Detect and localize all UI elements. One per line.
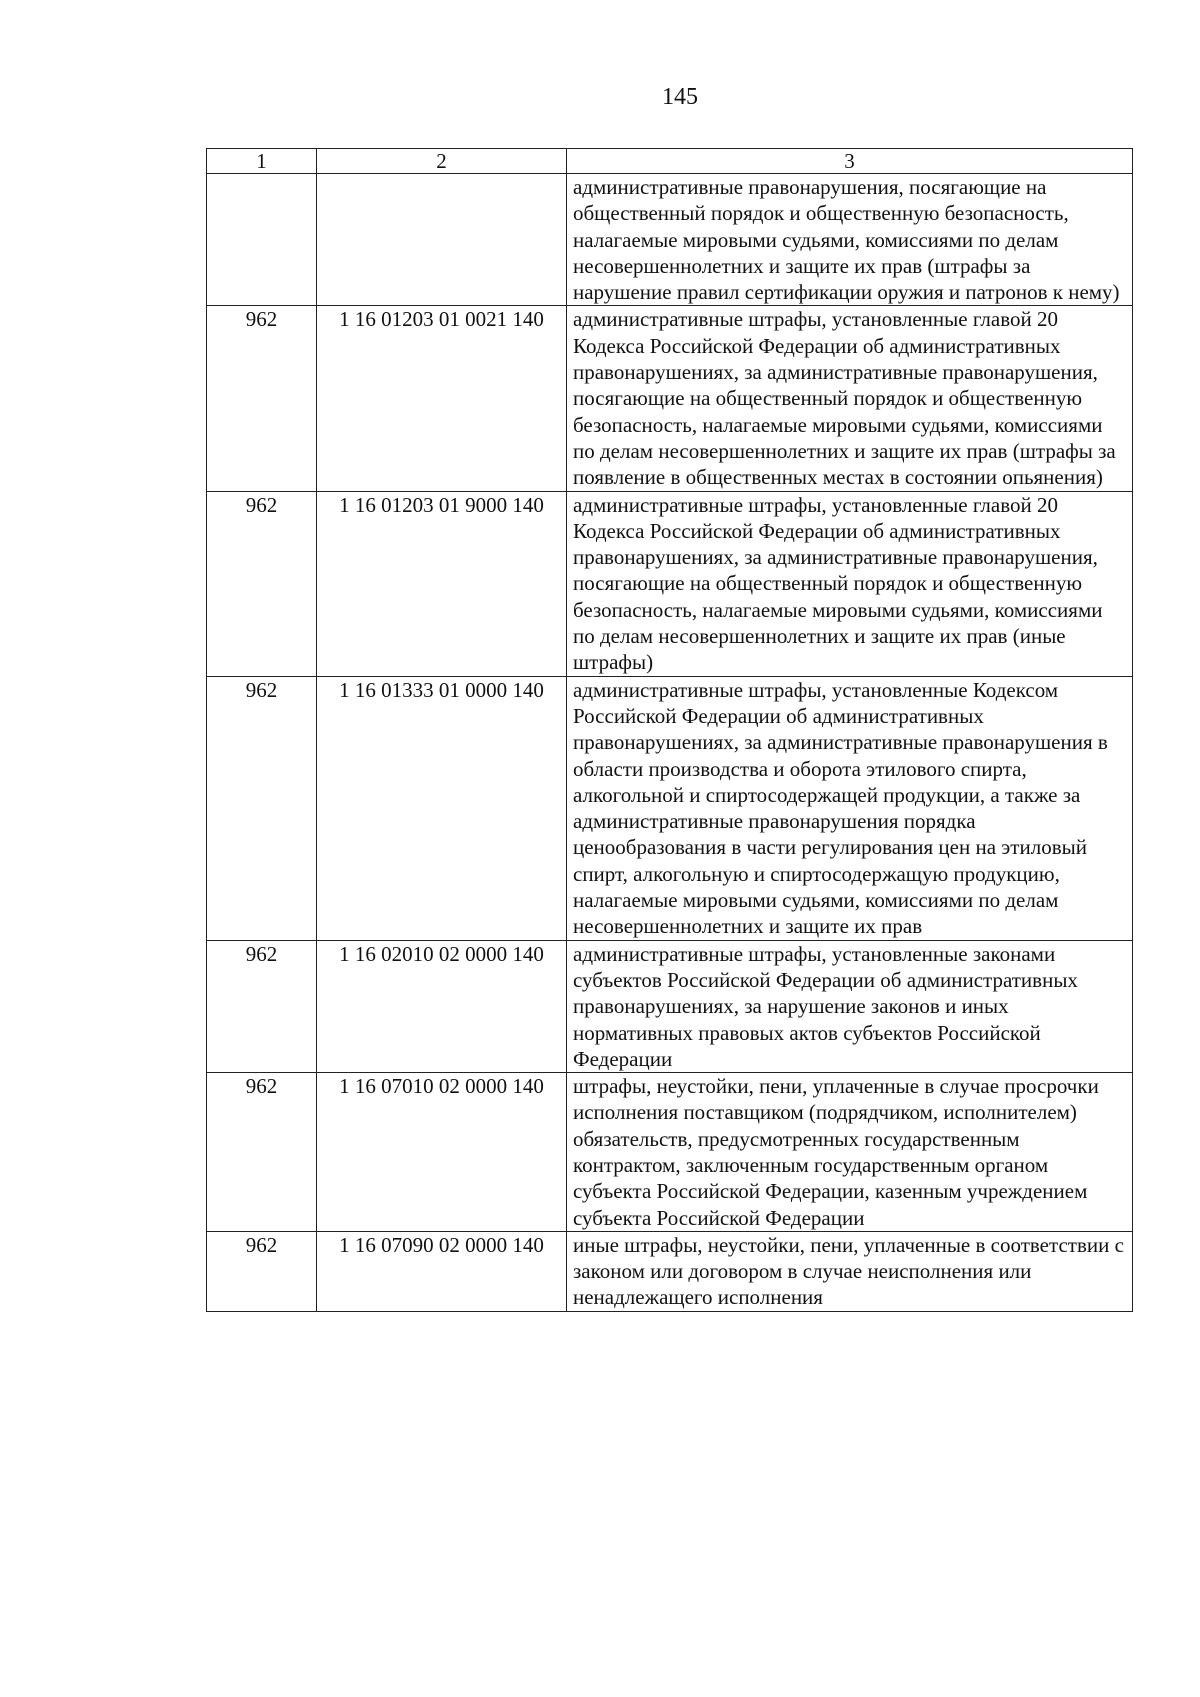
budget-code-cell: 1 16 02010 02 0000 140 (317, 940, 567, 1072)
description-cell: административные штрафы, установленные главой 20 Кодекса Российской Федерации об административных правонарушениях, за административные правонарушения, посягающие на общественный порядок и общественную безопасность, налагаемые мировыми судьями, комиссиями по делам несовершеннолетних и защите их прав (штрафы за появление в общественных местах в состоянии опьянения) (567, 306, 1133, 491)
table-row (207, 940, 1133, 1072)
admin-code-cell: 962 (207, 1073, 317, 1232)
admin-code-cell: 962 (207, 306, 317, 491)
budget-code-cell: 1 16 01203 01 0021 140 (317, 306, 567, 491)
column-header-1: 1 (207, 149, 317, 174)
description-cell: административные штрафы, установленные главой 20 Кодекса Российской Федерации об административных правонарушениях, за административные правонарушения, посягающие на общественный порядок и общественную безопасность, налагаемые мировыми судьями, комиссиями по делам несовершеннолетних и защите их прав (иные штрафы) (567, 491, 1133, 676)
budget-code-cell: 1 16 01333 01 0000 140 (317, 676, 567, 940)
description-cell: административные штрафы, установленные законами субъектов Российской Федерации об административных правонарушениях, за нарушение законов и иных нормативных правовых актов субъектов Российской Федерации (567, 940, 1133, 1072)
admin-code-cell: 962 (207, 491, 317, 676)
table-row (207, 1231, 1133, 1311)
description-cell: административные правонарушения, посягающие на общественный порядок и общественную безопасность, налагаемые мировыми судьями, комиссиями по делам несовершеннолетних и защите их прав (штрафы за нарушение правил сертификации оружия и патронов к нему) (567, 174, 1133, 306)
budget-code-cell (317, 174, 567, 306)
column-header-3: 3 (567, 149, 1133, 174)
admin-code-cell: 962 (207, 676, 317, 940)
table-row (207, 174, 1133, 306)
admin-code-cell (207, 174, 317, 306)
budget-code-cell: 1 16 07090 02 0000 140 (317, 1231, 567, 1311)
table-row (207, 1073, 1133, 1232)
budget-code-cell: 1 16 07010 02 0000 140 (317, 1073, 567, 1232)
description-cell: административные штрафы, установленные Кодексом Российской Федерации об административных правонарушениях, за административные правонарушения в области производства и оборота этилового спирта, алкогольной и спиртосодержащей продукции, а также за административные правонарушения порядка ценообразования в части регулирования цен на этиловый спирт, алкогольную и спиртосодержащую продукцию, налагаемые мировыми судьями, комиссиями по делам несовершеннолетних и защите их прав (567, 676, 1133, 940)
table-row (207, 306, 1133, 491)
table-row (207, 676, 1133, 940)
budget-codes-table (206, 148, 1133, 1312)
table-header-row (207, 149, 1133, 174)
description-cell: штрафы, неустойки, пени, уплаченные в случае просрочки исполнения поставщиком (подрядчиком, исполнителем) обязательств, предусмотренных государственным контрактом, заключенным государственным органом субъекта Российской Федерации, казенным учреждением субъекта Российской Федерации (567, 1073, 1133, 1232)
admin-code-cell: 962 (207, 940, 317, 1072)
admin-code-cell: 962 (207, 1231, 317, 1311)
budget-code-cell: 1 16 01203 01 9000 140 (317, 491, 567, 676)
page-number: 145 (662, 84, 698, 110)
table-row (207, 491, 1133, 676)
description-cell: иные штрафы, неустойки, пени, уплаченные в соответствии с законом или договором в случае неисполнения или ненадлежащего исполнения (567, 1231, 1133, 1311)
column-header-2: 2 (317, 149, 567, 174)
